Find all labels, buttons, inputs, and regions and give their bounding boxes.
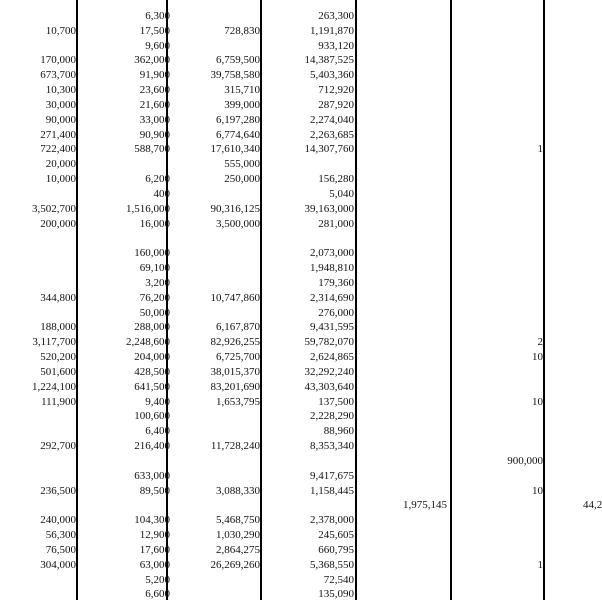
table-cell: 2,624,865 [310,351,354,364]
table-row [0,513,600,528]
table-cell: 137,500 [318,395,354,408]
table-cell: 72,540 [323,573,354,586]
table-row [0,53,600,68]
table-cell: 250,000 [224,173,260,186]
table-cell: 50,000 [139,306,170,319]
table-cell: 281,000 [318,217,354,230]
table-cell: 520,200 [40,351,76,364]
table-cell: 2,274,040 [310,113,354,126]
table-cell: 156,280 [318,173,354,186]
table-cell: 660,795 [318,543,354,556]
table-cell: 1,516,000 [126,202,170,215]
table-row [0,498,600,513]
table-cell: 276,000 [318,306,354,319]
table-row [0,409,600,424]
table-cell: 32,292,240 [304,365,354,378]
table-cell: 6,197,280 [216,113,260,126]
table-row [0,365,600,380]
table-cell: 1,030,290 [216,529,260,542]
table-cell: 3,088,330 [216,484,260,497]
table-row [0,350,600,365]
table-cell: 1 [537,558,543,571]
table-cell: 6,167,870 [216,321,260,334]
table-cell: 10,300 [45,84,76,97]
table-cell: 90,316,125 [210,202,260,215]
table-row [0,306,600,321]
table-row [0,187,600,202]
table-cell: 10 [532,351,543,364]
table-cell: 245,605 [318,529,354,542]
table-cell: 641,500 [134,380,170,393]
table-cell: 12,900 [139,529,170,542]
table-cell: 135,090 [318,588,354,601]
table-cell: 344,800 [40,291,76,304]
table-row [0,380,600,395]
table-cell: 6,600 [145,588,170,601]
table-row [0,528,600,543]
table-cell: 362,000 [134,54,170,67]
table-cell: 10,000 [45,173,76,186]
table-row [0,454,600,469]
table-cell: 9,417,675 [310,469,354,482]
table-cell: 1,158,445 [310,484,354,497]
table-cell: 91,900 [139,69,170,82]
table-row [0,246,600,261]
table-cell: 59,782,070 [304,336,354,349]
table-row [0,24,600,39]
table-cell: 2,228,290 [310,410,354,423]
table-cell: 9,600 [145,39,170,52]
table-cell: 2,263,685 [310,128,354,141]
table-cell: 288,000 [134,321,170,334]
table-cell: 6,759,500 [216,54,260,67]
table-cell: 39,758,580 [210,69,260,82]
table-row [0,291,600,306]
table-cell: 104,300 [134,514,170,527]
table-cell: 933,120 [318,39,354,52]
table-cell: 88,960 [323,425,354,438]
table-row [0,261,600,276]
table-row [0,320,600,335]
table-cell: 6,200 [145,173,170,186]
table-cell: 5,403,360 [310,69,354,82]
table-cell: 633,000 [134,469,170,482]
table-cell: 76,500 [45,543,76,556]
table-cell: 10,747,860 [210,291,260,304]
table-cell: 315,710 [224,84,260,97]
table-cell: 263,300 [318,10,354,22]
table-row [0,276,600,291]
table-cell: 76,200 [139,291,170,304]
table-cell: 501,600 [40,365,76,378]
table-cell: 2,248,600 [126,336,170,349]
table-cell: 23,600 [139,84,170,97]
table-cell: 292,700 [40,440,76,453]
table-cell: 3,502,700 [32,202,76,215]
table-cell: 30,000 [45,98,76,111]
table-cell: 26,269,260 [210,558,260,571]
table-cell: 204,000 [134,351,170,364]
table-cell: 69,100 [139,262,170,275]
table-cell: 428,500 [134,365,170,378]
table-cell: 160,000 [134,247,170,260]
table-cell: 90,900 [139,128,170,141]
table-cell: 16,000 [139,217,170,230]
table-cell: 170,000 [40,54,76,67]
table-cell: 2,378,000 [310,514,354,527]
table-row [0,439,600,454]
table-cell: 56,300 [45,529,76,542]
table-cell: 44,2 [583,499,602,512]
table-cell: 240,000 [40,514,76,527]
table-cell: 2 [537,336,543,349]
table-cell: 82,926,255 [210,336,260,349]
table-cell: 3,500,000 [216,217,260,230]
table-row [0,68,600,83]
table-row [0,395,600,410]
table-row [0,424,600,439]
table-row [0,128,600,143]
table-cell: 38,015,370 [210,365,260,378]
table-row [0,172,600,187]
table-row [0,573,600,588]
table-cell: 588,700 [134,143,170,156]
table-cell: 17,600 [139,543,170,556]
table-row [0,142,600,157]
table-cell: 287,920 [318,98,354,111]
table-cell: 722,400 [40,143,76,156]
table-cell: 728,830 [224,24,260,37]
table-cell: 1,191,870 [310,24,354,37]
table-cell: 21,600 [139,98,170,111]
table-row [0,558,600,573]
table-row [0,113,600,128]
table-cell: 17,610,340 [210,143,260,156]
table-row [0,231,600,246]
table-cell: 9,431,595 [310,321,354,334]
table-cell: 304,000 [40,558,76,571]
table-cell: 8,353,340 [310,440,354,453]
table-row [0,335,600,350]
table-cell: 111,900 [41,395,76,408]
table-cell: 400 [153,187,170,200]
table-cell: 17,500 [139,24,170,37]
table-row [0,587,600,602]
table-cell: 6,400 [145,425,170,438]
table-cell: 2,314,690 [310,291,354,304]
table-cell: 39,163,000 [304,202,354,215]
table-cell: 89,500 [139,484,170,497]
table-cell: 399,000 [224,98,260,111]
table-cell: 216,400 [134,440,170,453]
table-cell: 2,073,000 [310,247,354,260]
table-cell: 33,000 [139,113,170,126]
table-cell: 5,040 [329,187,354,200]
table-cell: 1,975,145 [403,499,447,512]
table-row [0,484,600,499]
table-cell: 14,387,525 [304,54,354,67]
table-row [0,469,600,484]
table-cell: 43,303,640 [304,380,354,393]
table-cell: 11,728,240 [210,440,260,453]
table-cell: 179,360 [318,276,354,289]
table-cell: 271,400 [40,128,76,141]
table-row [0,83,600,98]
table-cell: 10 [532,395,543,408]
table-cell: 900,000 [507,454,543,467]
table-cell: 5,468,750 [216,514,260,527]
table-cell: 236,500 [40,484,76,497]
table-cell: 1,653,795 [216,395,260,408]
table-cell: 5,200 [145,573,170,586]
table-row [0,202,600,217]
table-cell: 6,300 [145,10,170,22]
table-cell: 14,307,760 [304,143,354,156]
table-cell: 63,000 [139,558,170,571]
table-cell: 555,000 [224,158,260,171]
table-cell: 6,774,640 [216,128,260,141]
table-row [0,157,600,172]
table-cell: 1,948,810 [310,262,354,275]
table-row [0,9,600,24]
table-row [0,39,600,54]
table-cell: 200,000 [40,217,76,230]
table-cell: 90,000 [45,113,76,126]
table-cell: 1,224,100 [32,380,76,393]
table-cell: 3,117,700 [32,336,76,349]
table-cell: 3,200 [145,276,170,289]
table-cell: 5,368,550 [310,558,354,571]
table-row [0,217,600,232]
table-cell: 673,700 [40,69,76,82]
table-cell: 10,700 [45,24,76,37]
table-cell: 188,000 [40,321,76,334]
table-cell: 10 [532,484,543,497]
table-cell: 9,400 [145,395,170,408]
table-cell: 100,600 [134,410,170,423]
table-cell: 83,201,690 [210,380,260,393]
table-row [0,543,600,558]
table-row [0,98,600,113]
table-cell: 712,920 [318,84,354,97]
table-cell: 1 [537,143,543,156]
table-cell: 6,725,700 [216,351,260,364]
table-cell: 20,000 [45,158,76,171]
table-cell: 2,864,275 [216,543,260,556]
